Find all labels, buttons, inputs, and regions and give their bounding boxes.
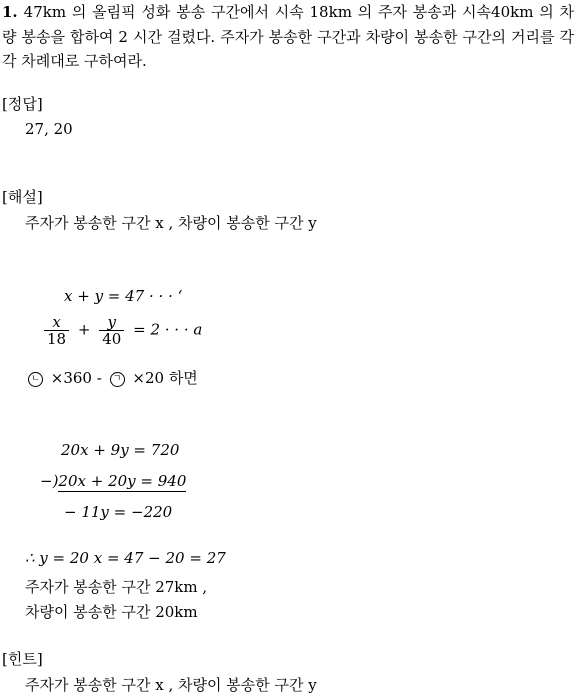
result-vehicle: 차량이 봉송한 구간 20km bbox=[25, 603, 198, 621]
equation-2: $\frac{x}{18}$ + $\frac{y}{40}$ = 2 · · · a bbox=[40, 314, 202, 347]
answer-value: 27, 20 bbox=[25, 120, 73, 138]
fraction-y-over-40: $\frac{y}{40}$ bbox=[99, 314, 124, 347]
hint-text: 주자가 봉송한 구간 x , 차량이 봉송한 구간 y bbox=[25, 676, 317, 694]
elimination-step: ㄴ ×360 - ㄱ ×20 하면 bbox=[25, 367, 198, 388]
subtraction-line-1: 20x + 9y = 720 bbox=[61, 441, 180, 459]
hint-heading: [힌트] bbox=[2, 650, 43, 668]
circled-letter-icon: ㄱ bbox=[110, 372, 125, 387]
solution-intro: 주자가 봉송한 구간 x , 차량이 봉송한 구간 y bbox=[25, 214, 317, 232]
subtraction-result: − 11y = −220 bbox=[64, 503, 173, 521]
result-runner: 주자가 봉송한 구간 27km , bbox=[25, 578, 208, 596]
question-text: 47km 의 올림픽 성화 봉송 구간에서 시속 18km 의 주자 봉송과 시속40km 의 차량 봉송을 합하여 2 시간 걸렸다. 주자가 봉송한 구간과 차량이 봉송한 구간의 거리를 각각 차례대로 구하여라. bbox=[2, 3, 574, 70]
equation-1: x + y = 47 · · · ‘ bbox=[64, 287, 183, 305]
answer-heading: [정답] bbox=[2, 95, 43, 113]
therefore-line: ∴ y = 20 x = 47 − 20 = 27 bbox=[25, 549, 226, 567]
fraction-x-over-18: $\frac{x}{18}$ bbox=[44, 314, 69, 347]
question-block bbox=[2, 0, 574, 74]
circled-letter-icon: ㄴ bbox=[28, 372, 43, 387]
solution-heading: [해설] bbox=[2, 188, 43, 206]
question-number: 1. bbox=[2, 3, 18, 21]
subtraction-line-2: −)20x + 20y = 940 bbox=[40, 472, 187, 490]
